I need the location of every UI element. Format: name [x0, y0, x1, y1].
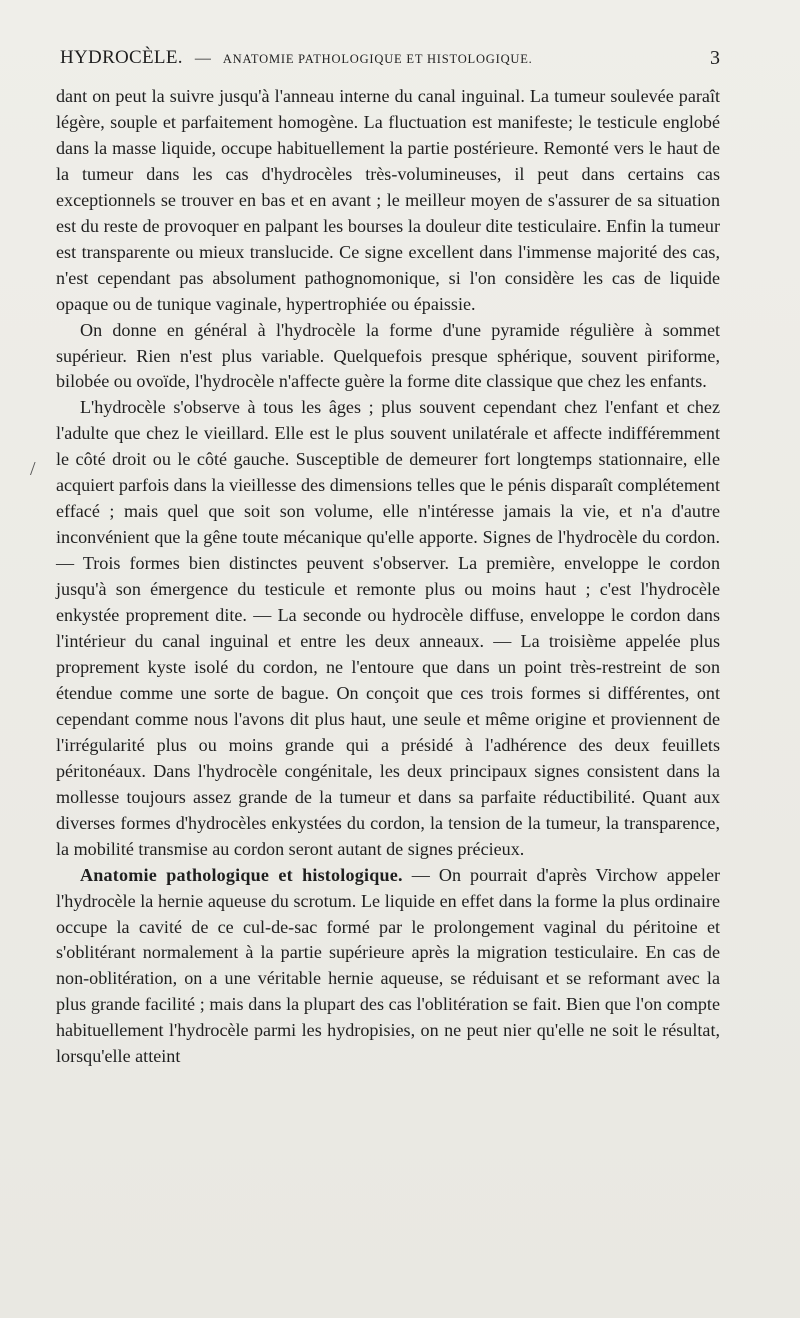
paragraph-shape: On donne en général à l'hydrocèle la forme d'une pyramide régulière à sommet supérieur. Rien n'est plus variable. Quelquefois presque sphérique, souvent piriforme, bilobée ou ovoïde, l'hydrocèle n'affecte guère la forme dite classique que chez les enfants.: [56, 319, 720, 392]
header-title: HYDROCÈLE.: [60, 47, 183, 68]
page-number: 3: [710, 47, 720, 69]
running-header: [60, 47, 720, 77]
paragraph-continued: dant on peut la suivre jusqu'à l'anneau interne du canal inguinal. La tumeur soulevée paraît légère, souple et parfaitement homogène. La fluctuation est manifeste; le testicule englobé dans la masse liquide, occupe habituellement la partie postérieure. Remonté vers le haut de la tumeur dans les cas d'hydrocèles très-volumineuses, il peut dans certains cas exceptionnels se trouver en bas et en avant ; le meilleur moyen de s'assurer de sa situation est du reste de provoquer en palpant les bourses la douleur dite testiculaire. Enfin la tumeur est transparente ou mieux translucide. Ce signe excellent dans l'immense majorité des cas, n'est cependant pas absolument pathognomonique, si l'on considère les cas de liquide opaque ou de tunique vaginale, hypertrophiée ou épaissie.: [56, 86, 720, 314]
header-subtitle: ANATOMIE PATHOLOGIQUE ET HISTOLOGIQUE.: [222, 52, 533, 66]
body-text: [56, 84, 720, 1070]
paragraph-age-and-signs: L'hydrocèle s'observe à tous les âges ; plus souvent cependant chez l'enfant et chez l'adulte que chez le vieillard. Elle est le plus souvent unilatérale et affecte indifféremment le côté droit ou le côté gauche. Susceptible de demeurer fort longtemps stationnaire, elle acquiert parfois dans la vieillesse des dimensions telles que le pénis disparaît complétement effacé ; mais quel que soit son volume, elle n'intéresse jamais la vie, et n'a d'autre inconvénient que la gêne toute mécanique qu'elle apporte. Signes de l'hydrocèle du cordon. — Trois formes bien distinctes peuvent s'observer. La première, enveloppe le cordon jusqu'à son émergence du testicule et remonte plus ou moins haut ; c'est l'hydrocèle enkystée proprement dite. — La seconde ou hydrocèle diffuse, enveloppe le cordon dans l'intérieur du canal inguinal et entre les deux anneaux. — La troisième appelée plus proprement kyste isolé du cordon, ne l'entoure que dans un point très-restreint de son étendue comme une sorte de bague. On conçoit que ces trois formes si différentes, ont cependant comme nous l'avons dit plus haut, une seule et même origine et proviennent de l'irrégularité plus ou moins grande qui a présidé à l'adhérence des deux feuillets péritonéaux. Dans l'hydrocèle congénitale, les deux principaux signes consistent dans la mollesse toujours assez grande de la tumeur et dans sa parfaite réductibilité. Quant aux diverses formes d'hydrocèles enkystées du cordon, la tension de la tumeur, la transparence, la mobilité transmise au cordon seront autant de signes précieux.: [56, 397, 720, 859]
section-heading: Anatomie pathologique et histologique.: [80, 864, 403, 885]
header-dash: —: [194, 50, 211, 67]
paragraph-anatomy: [56, 863, 720, 1071]
paragraph-anatomy-text: — On pourrait d'après Virchow appeler l'hydrocèle la hernie aqueuse du scrotum. Le liquide en effet dans la forme la plus ordinaire occupe la cavité de ce cul-de-sac formé par le prolongement vaginal du péritoine et s'oblitérant normalement à la partie supérieure après la migration testiculaire. En cas de non-oblitération, on a une véritable hernie aqueuse, se réduisant et se reformant avec la plus grande facilité ; mais dans la plupart des cas l'oblitération se fait. Bien que l'on compte habituellement l'hydrocèle parmi les hydropisies, on ne peut nier qu'elle ne soit le résultat, lorsqu'elle atteint: [56, 864, 721, 1067]
margin-pencil-mark: /: [30, 458, 36, 480]
